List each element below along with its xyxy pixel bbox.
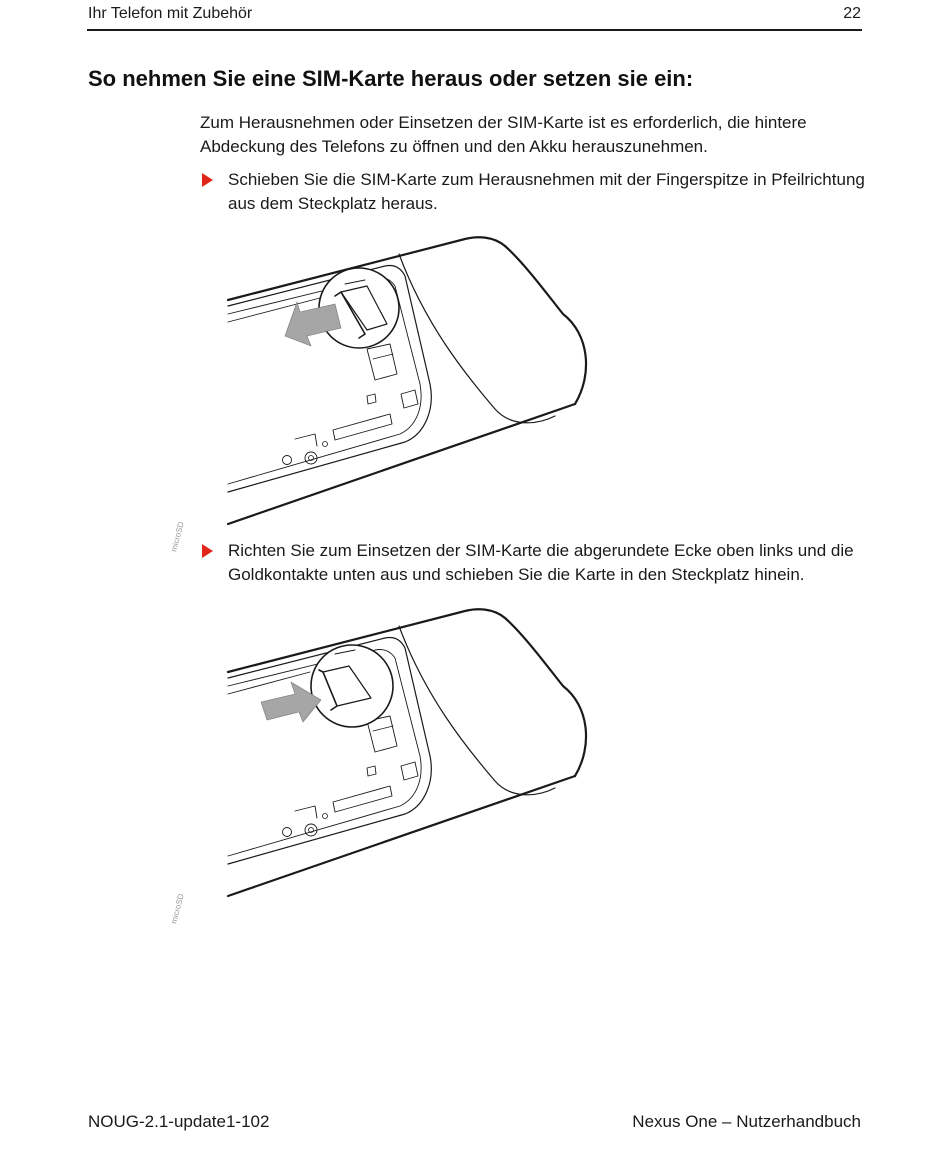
sim-insert-illustration (169, 606, 590, 925)
figure-1-microsd-label: microSD (169, 520, 186, 553)
header-divider (87, 29, 862, 31)
header-section-title: Ihr Telefon mit Zubehör (88, 5, 253, 22)
step-1-text: Schieben Sie die SIM-Karte zum Herausnehmen mit der Fingerspitze in Pfeilrichtung aus dem Steckplatz heraus. (228, 170, 865, 213)
figure-2-microsd-label: microSD (169, 892, 186, 925)
footer-doc-title: Nexus One – Nutzerhandbuch (632, 1112, 861, 1131)
bullet-triangle-icon (202, 173, 213, 187)
step-1-item (200, 168, 865, 215)
footer-doc-id: NOUG-2.1-update1-102 (88, 1112, 270, 1131)
bullet-triangle-icon (202, 544, 213, 558)
intro-paragraph: Zum Herausnehmen oder Einsetzen der SIM-Karte ist es erforderlich, die hintere Abdeckung des Telefons zu öffnen und den Akku herauszunehmen. (200, 113, 807, 156)
step-2-text: Richten Sie zum Einsetzen der SIM-Karte die abgerundete Ecke oben links und die Goldkontakte unten aus und schieben Sie die Karte in den Steckplatz hinein. (228, 541, 854, 584)
page-number: 22 (843, 5, 861, 22)
step-2-item (200, 539, 865, 586)
section-title: So nehmen Sie eine SIM-Karte heraus oder setzen sie ein: (88, 66, 694, 91)
sim-remove-illustration (169, 234, 590, 553)
